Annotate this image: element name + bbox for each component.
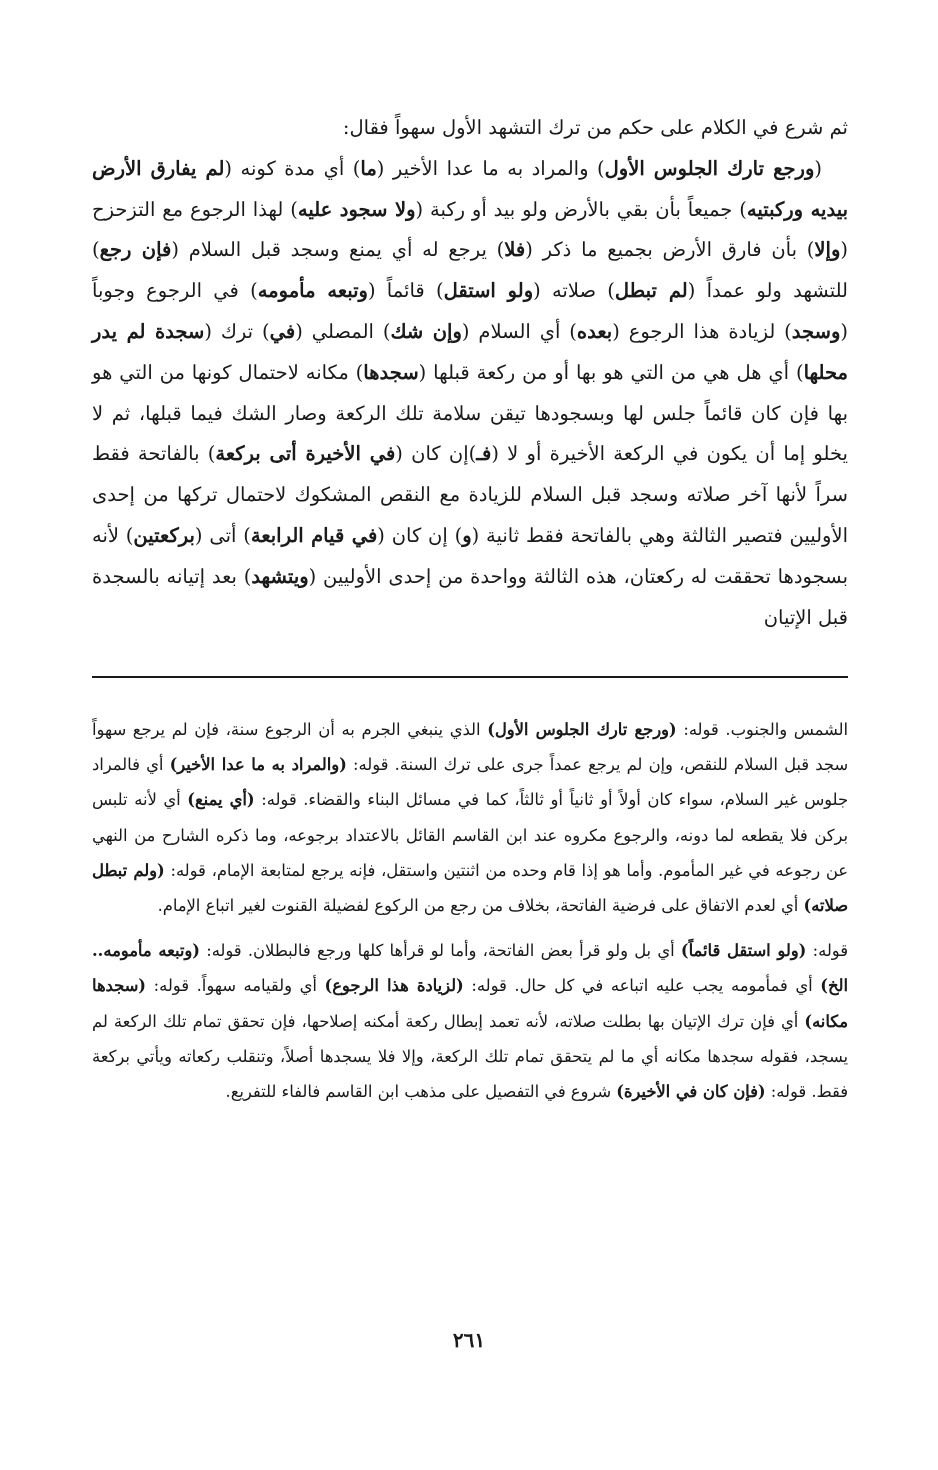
intro-line: ثم شرع في الكلام على حكم من ترك التشهد الأول سهواً فقال:: [342, 116, 848, 139]
page-number: ٢٦١: [452, 1328, 486, 1352]
main-text-block: [92, 108, 848, 638]
footnote-separator: [92, 676, 848, 678]
footnote-paragraph-1: الشمس والجنوب. قوله: (ورجع تارك الجلوس الأول) الذي ينبغي الجرم به أن الرجوع سنة، فإن لم يرجع سهواً سجد قبل السلام للنقص، وإن لم يرجع عمداً جرى على ترك السنة. قوله: (والمراد به ما عدا الأخير) أي فالمراد جلوس غير السلام، سواء كان أولاً أو ثانياً أو ثالثاً، كما في مسائل البناء والقضاء. قوله: (أي يمنع) أي لأنه تلبس بركن فلا يقطعه لما دونه، والرجوع مكروه عند ابن القاسم القائل بالاعتداد برجوعه، وما ذكره الشارح من النهي عن رجوعه في غير المأموم. وأما هو إذا قام وحده من اثنتين واستقل، فإنه يرجع لمتابعة الإمام، قوله: (ولم تبطل صلاته) أي لعدم الاتفاق على فرضية الفاتحة، بخلاف من رجع من الركوع لفضيلة القنوت لغير اتباع الإمام.: [92, 720, 849, 916]
footnotes-block: [92, 712, 848, 1109]
main-paragraph: (ورجع تارك الجلوس الأول) والمراد به ما عدا الأخير (ما) أي مدة كونه (لم يفارق الأرض بيديه وركبتيه) جميعاً بأن بقي بالأرض ولو بيد أو ركبة (ولا سجود عليه) لهذا الرجوع مع التزحزح (وإلا) بأن فارق الأرض بجميع ما ذكر (فلا) يرجع له أي يمنع وسجد قبل السلام (فإن رجع) للتشهد ولو عمداً (لم تبطل) صلاته (ولو استقل) قائماً (وتبعه مأمومه) في الرجوع وجوباً (وسجد) لزيادة هذا الرجوع (بعده) أي السلام (وإن شك) المصلي (في) ترك (سجدة لم يدر محلها) أي هل هي من التي هو بها أو من ركعة قبلها (سجدها) مكانه لاحتمال كونها من التي هو بها فإن كان قائماً جلس لها وبسجودها تيقن سلامة تلك الركعة وصار الشك فيما قبلها، ثم لا يخلو إما أن يكون في الركعة الأخيرة أو لا (فـ)إن كان (في الأخيرة أتى بركعة) بالفاتحة فقط سراً لأنها آخر صلاته وسجد قبل السلام للزيادة مع النقص المشكوك لاحتمال تركها من إحدى الأوليين فتصير الثالثة وهي بالفاتحة فقط ثانية (و) إن كان (في قيام الرابعة) أتى (بركعتين) لأنه بسجودها تحققت له ركعتان، هذه الثالثة وواحدة من إحدى الأوليين (ويتشهد) بعد إتيانه بالسجدة قبل الإتيان: [92, 156, 849, 629]
footnote-paragraph-2: قوله: (ولو استقل قائماً) أي بل ولو قرأ بعض الفاتحة، وأما لو قرأها كلها ورجع فالبطلان. قوله: (وتبعه مأمومه.. الخ) أي فمأمومه يجب عليه اتباعه في كل حال. قوله: (لزيادة هذا الرجوع) أي ولقيامه سهواً. قوله: (سجدها مكانه) أي فإن ترك الإتيان بها بطلت صلاته، لأنه تعمد إبطال ركعة أمكنه إصلاحها، فإن تحقق تمام تلك الركعة لم يسجد، فقوله سجدها مكانه أي ما لم يتحقق تمام تلك الركعة، وإلا فلا يسجدها أصلاً، وتنقلب ركعاته ويأتي بركعة فقط. قوله: (فإن كان في الأخيرة) شروع في التفصيل على مذهب ابن القاسم فالفاء للتفريع.: [92, 941, 848, 1102]
